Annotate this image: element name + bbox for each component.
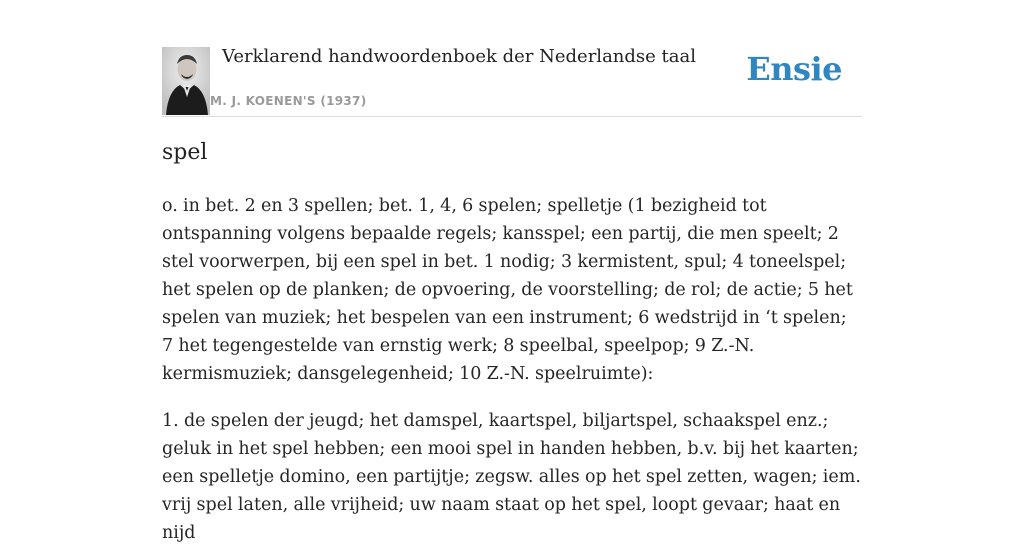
- dictionary-header: [162, 0, 862, 117]
- definition-paragraph: 1. de spelen der jeugd; het damspel, kaartspel, biljartspel, schaakspel enz.; geluk in het spel hebben; een mooi spel in handen hebben, b.v. bij het kaarten; een spelletje domino, een partijtje; zegsw. alles op het spel zetten, wagen; iem. vrij spel laten, alle vrijheid; uw naam staat op het spel, loopt gevaar; haat en nijd: [162, 411, 861, 543]
- definition-paragraph: o. in bet. 2 en 3 spellen; bet. 1, 4, 6 spelen; spelletje (1 bezigheid tot ontspanning volgens bepaalde regels; kansspel; een partij, die men speelt; 2 stel voorwerpen, bij een spel in bet. 1 nodig; 3 kermistent, spul; 4 toneelspel; het spelen op de planken; de opvoering, de voorstelling; de rol; de actie; 5 het spelen van muziek; het bespelen van een instrument; 6 wedstrijd in ‘t spelen; 7 het tegengestelde van ernstig werk; 8 speelbal, speelpop; 9 Z.-N. kermismuziek; dansgelegenheid; 10 Z.-N. speelruimte):: [162, 196, 853, 384]
- headword: spel: [162, 140, 208, 165]
- book-title: Verklarend handwoordenboek der Nederlandse taal: [222, 46, 696, 67]
- content-container: [162, 0, 862, 543]
- author-portrait-image: [162, 47, 210, 115]
- site-logo[interactable]: Ensie: [746, 50, 842, 88]
- author-portrait: [162, 47, 210, 115]
- book-author: M. J. KOENEN'S (1937): [210, 94, 367, 108]
